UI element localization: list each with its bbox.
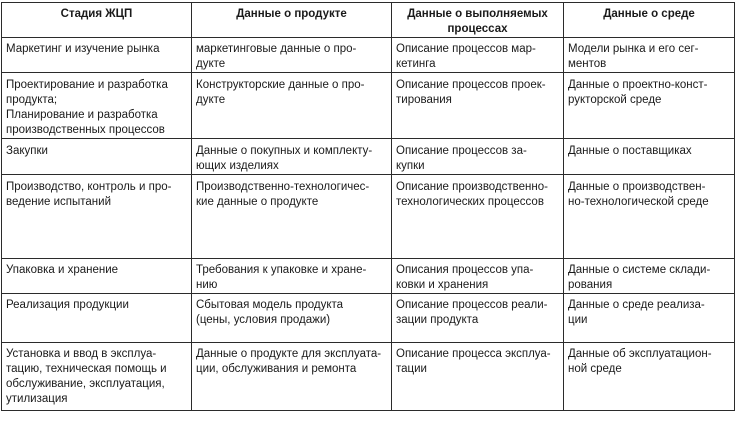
stage-cell: Реализация продукции	[2, 294, 192, 343]
table-row	[2, 259, 735, 294]
process-data-cell: Описание процесса эксплуа- тации	[392, 343, 564, 411]
table-row	[2, 38, 735, 73]
process-data-cell: Описание процессов проек- тирования	[392, 73, 564, 139]
header-lifecycle-stage: Стадия ЖЦП	[2, 3, 192, 38]
environment-data-cell: Данные о проектно-конст- рукторской среде	[564, 73, 735, 139]
stage-cell: Производство, контроль и про- ведение испытаний	[2, 175, 192, 259]
process-data-cell: Описание процессов реали- зации продукта	[392, 294, 564, 343]
stage-cell: Установка и ввод в эксплуа- тацию, техническая помощь и обслуживание, эксплуатация, утилизация	[2, 343, 192, 411]
process-data-cell: Описание процессов за- купки	[392, 139, 564, 175]
table-header	[2, 3, 735, 38]
product-data-cell: Требования к упаковке и хране- нию	[192, 259, 392, 294]
process-data-cell: Описание производственно- технологических процессов	[392, 175, 564, 259]
product-data-cell: Конструкторские данные о про- дукте	[192, 73, 392, 139]
process-data-cell: Описание процессов мар- кетинга	[392, 38, 564, 73]
header-environment-data: Данные о среде	[564, 3, 735, 38]
product-data-cell: Сбытовая модель продукта (цены, условия продажи)	[192, 294, 392, 343]
header-process-data: Данные о выполняемых процессах	[392, 3, 564, 38]
table-row	[2, 139, 735, 175]
stage-cell: Проектирование и разработка продукта; Планирование и разработка производственных процессов	[2, 73, 192, 139]
environment-data-cell: Данные о производствен- но-технологической среде	[564, 175, 735, 259]
environment-data-cell: Данные о системе склади- рования	[564, 259, 735, 294]
product-data-cell: маркетинговые данные о про- дукте	[192, 38, 392, 73]
environment-data-cell: Данные об эксплуатацион- ной среде	[564, 343, 735, 411]
environment-data-cell: Модели рынка и его сег- ментов	[564, 38, 735, 73]
environment-data-cell: Данные о среде реализа- ции	[564, 294, 735, 343]
product-data-cell: Данные о продукте для эксплуата- ции, обслуживания и ремонта	[192, 343, 392, 411]
stage-cell: Закупки	[2, 139, 192, 175]
table-body	[2, 38, 735, 411]
table-row	[2, 294, 735, 343]
table-row	[2, 175, 735, 259]
lifecycle-data-table	[1, 2, 735, 411]
product-data-cell: Данные о покупных и комплекту- ющих изделиях	[192, 139, 392, 175]
table-row	[2, 343, 735, 411]
stage-cell: Упаковка и хранение	[2, 259, 192, 294]
table-row	[2, 73, 735, 139]
environment-data-cell: Данные о поставщиках	[564, 139, 735, 175]
header-product-data: Данные о продукте	[192, 3, 392, 38]
product-data-cell: Производственно-технологичес- кие данные о продукте	[192, 175, 392, 259]
header-row	[2, 3, 735, 38]
stage-cell: Маркетинг и изучение рынка	[2, 38, 192, 73]
process-data-cell: Описания процессов упа- ковки и хранения	[392, 259, 564, 294]
